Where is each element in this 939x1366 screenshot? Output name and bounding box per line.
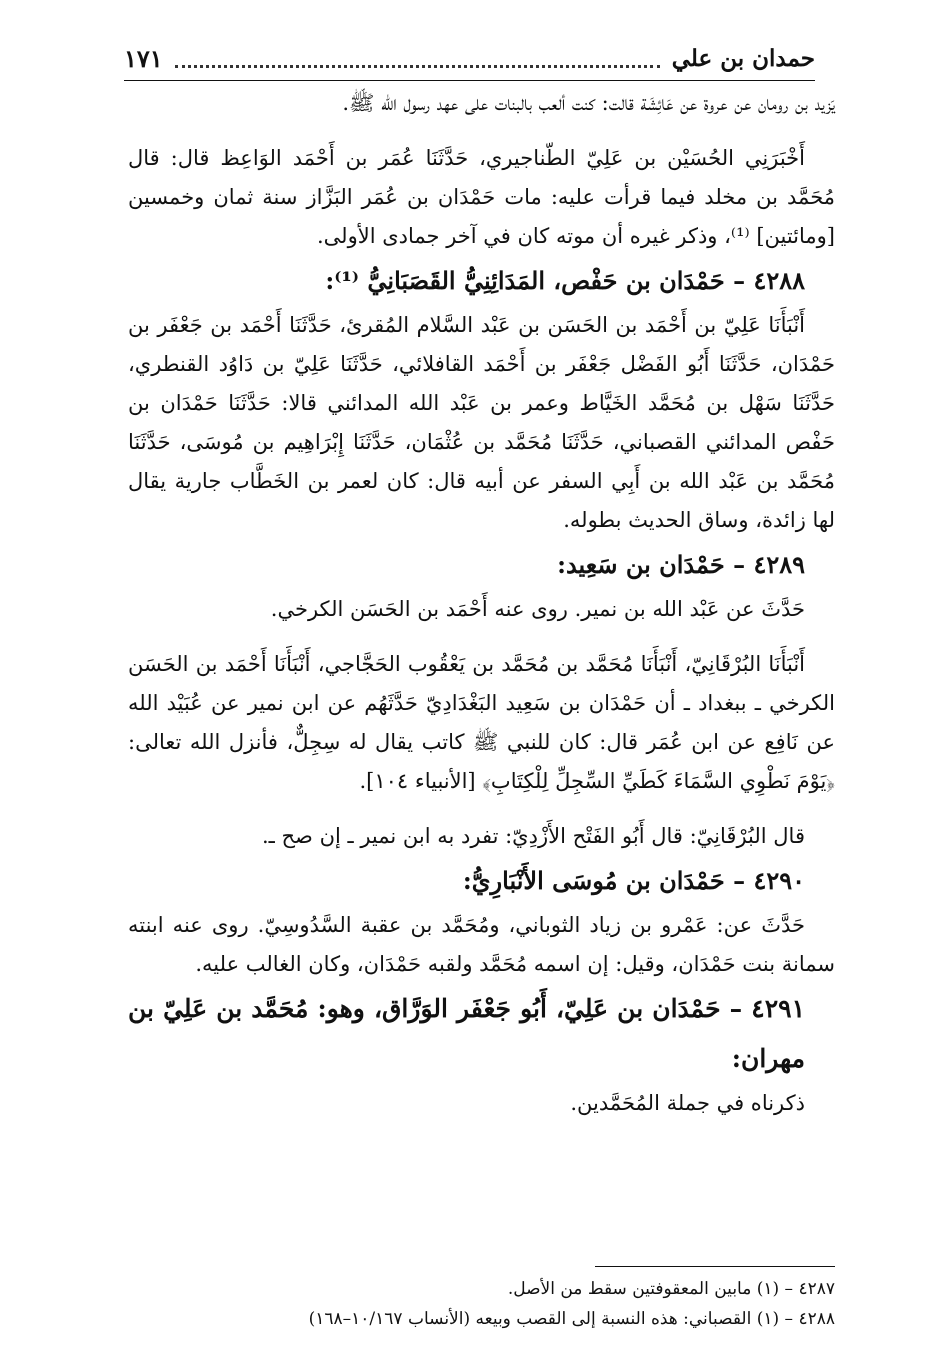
paragraph: قال البُرْقَانِيّ: قال أَبُو الفَتْح الأَزْدِيّ: تفرد به ابن نمير ـ إن صح ـ.: [262, 824, 805, 848]
header-dot-leader: [175, 49, 660, 68]
paragraph: حَدَّثَ عن: عَمْرو بن زياد الثوباني، ومُحَمَّد بن عقبة السَّدُوسِيّ. روى عنه ابنته سمانة بنت حَمْدَان، وقيل: إن اسمه مُحَمَّد ولقبه حَمْدَان، وكان الغالب عليه.: [128, 913, 835, 976]
entry-heading-4288: ٤٢٨٨ – حَمْدَان بن حَفْص، المَدَائِنِيُّ القَصَبَانِيُّ ⁽¹⁾:: [325, 266, 805, 295]
footnote-separator: [595, 1266, 835, 1267]
paragraph: ذكرناه في جملة المُحَمَّدين.: [570, 1091, 805, 1115]
paragraph: أَنْبَأَنَا عَلِيّ بن أَحْمَد بن الحَسَن بن عَبْد السَّلام المُقرئ، حَدَّثَنَا أَحْمَد بن جَعْفَر بن حَمْدَان، حَدَّثَنَا أَبُو الفَضْل جَعْفَر بن أَحْمَد القافلائي، حَدَّثَنَا عَلِيّ بن دَاوُد القنطري، حَدَّثَنَا سَهْل بن مُحَمَّد الخَيَّاط وعمر بن عَبْد الله المدائني قالا: حَدَّثَنَا حَمْدَان بن حَفْص المدائني القصباني، حَدَّثَنَا مُحَمَّد بن عُثْمَان، حَدَّثَنَا إِبْرَاهِيم بن مُوسَى، حَدَّثَنَا مُحَمَّد بن عَبْد الله بن أَبِي السفر عن أبيه قال: كان لعمر بن الخَطَّاب جارية يقال لها زائدة، وساق الحديث بطوله.: [128, 313, 835, 532]
running-header: [124, 36, 815, 81]
header-entry-name: حمدان بن علي: [671, 44, 815, 72]
paragraph: أَنْبَأَنَا البُرْقَانِيّ، أَنْبَأَنَا مُحَمَّد بن مُحَمَّد بن يَعْقُوب الحَجَّاجي، أَنْبَأَنَا أَحْمَد بن الحَسَن الكرخي ـ ببغداد ـ أن حَمْدَان بن سَعِيد البَغْدَادِيّ حَدَّثَهُم عن ابن نمير عن عُبَيْد الله عن نَافِع عن ابن عُمَر قال: كان للنبي ﷺ كاتب يقال له سِجِلٌّ، فأنزل الله تعالى: ﴿يَوْمَ نَطْوِي السَّمَاءَ كَطَيِّ السِّجِلِّ لِلْكِتَابِ﴾ [الأنبياء ١٠٤].: [128, 652, 835, 793]
paragraph: يَزيد بن رومان عن عروة عن عَائِشَة قالت: كنت ألعب بالبنات على عهد رسول الله ﷺ.: [342, 91, 835, 115]
page-number: ١٧١: [124, 43, 163, 73]
footnotes: [128, 1274, 835, 1334]
paragraph: أَخْبَرَنِي الحُسَيْن بن عَلِيّ الطّناجيري، حَدَّثَنَا عُمَر بن أَحْمَد الوَاعِظ قال: قال مُحَمَّد بن مخلد فيما قرأت عليه: مات حَمْدَان بن عُمَر البَزَّاز سنة ثمان وخمسين [ومائتين] ⁽¹⁾، وذكر غيره أن موته كان في آخر جمادى الأولى.: [128, 146, 835, 248]
paragraph: حَدَّثَ عن عَبْد الله بن نمير. روى عنه أَحْمَد بن الحَسَن الكرخي.: [270, 597, 805, 621]
page-body: [128, 84, 835, 1123]
footnote: ٤٢٨٧ – (١) مابين المعقوفتين سقط من الأصل.: [507, 1279, 835, 1299]
entry-heading-4289: ٤٢٨٩ – حَمْدَان بن سَعِيد:: [557, 550, 805, 579]
entry-heading-4290: ٤٢٩٠ – حَمْدَان بن مُوسَى الأَنْبَارِيُّ:: [462, 866, 805, 895]
entry-heading-4291: ٤٢٩١ – حَمْدَان بن عَلِيّ، أَبُو جَعْفَر الوَرَّاق، وهو: مُحَمَّد بن عَلِيّ بن مهران:: [128, 994, 805, 1073]
footnote: ٤٢٨٨ – (١) القصباني: هذه النسبة إلى القصب وبيعه (الأنساب ١٠/١٦٧–١٦٨): [308, 1309, 835, 1329]
